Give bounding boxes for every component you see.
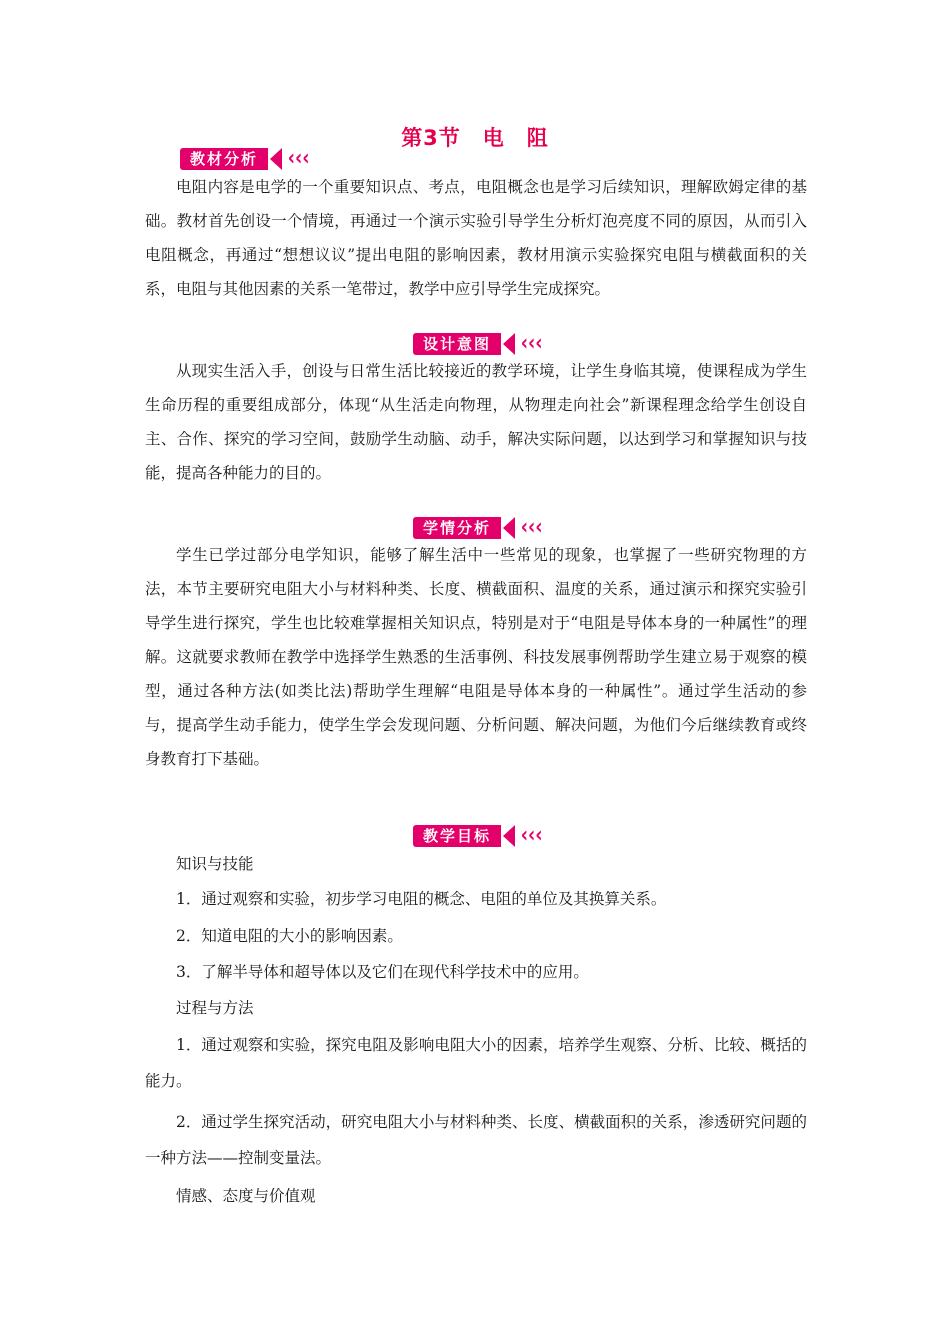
badge-arrow-icon [503, 825, 515, 847]
badge-arrow-icon [270, 148, 282, 170]
badge-label: 设计意图 [413, 333, 501, 355]
paragraph-textbook-analysis: 电阻内容是电学的一个重要知识点、考点，电阻概念也是学习后续知识，理解欧姆定律的基础。教材首先创设一个情境，再通过一个演示实验引导学生分析灯泡亮度不同的原因，从而引入电阻概念，再通过“想想议议”提出电阻的影响因素，教材用演示实验探究电阻与横截面积的关系，电阻与其他因素的关系一笔带过，教学中应引导学生完成探究。 [145, 178, 807, 298]
badge-arrow-icon [503, 517, 515, 539]
goal-process-1: 1．通过观察和实验，探究电阻及影响电阻大小的因素，培养学生观察、分析、比较、概括的能力。 [145, 1036, 807, 1090]
goal-knowledge-2: 2．知道电阻的大小的影响因素。 [176, 927, 403, 945]
goal-process-2: 2．通过学生探究活动，研究电阻大小与材料种类、长度、横截面积的关系，渗透研究问题的一种方法——控制变量法。 [145, 1113, 807, 1167]
subheading-process-method: 过程与方法 [176, 999, 254, 1017]
section-badge-textbook-analysis [180, 147, 312, 171]
badge-label: 教学目标 [413, 825, 501, 847]
paragraph-student-analysis: 学生已学过部分电学知识，能够了解生活中一些常见的现象，也掌握了一些研究物理的方法，本节主要研究电阻大小与材料种类、长度、横截面积、温度的关系，通过演示和探究实验引导学生进行探究，学生也比较难掌握相关知识点，特别是对于“电阻是导体本身的一种属性”的理解。这就要求教师在教学中选择学生熟悉的生活事例、科技发展事例帮助学生建立易于观察的模型，通过各种方法(如类比法)帮助学生理解“电阻是导体本身的一种属性”。通过学生活动的参与，提高学生动手能力，使学生学会发现问题、分析问题、解决问题，为他们今后继续教育或终身教育打下基础。 [145, 546, 807, 768]
badge-arrow-icon [503, 333, 515, 355]
chevrons-icon: ‹‹‹ [520, 823, 543, 848]
page-title: 第3节 电 阻 [401, 126, 549, 150]
subheading-knowledge-skills: 知识与技能 [176, 855, 254, 873]
section-badge-student-analysis [413, 516, 545, 540]
section-badge-teaching-goals [413, 824, 545, 848]
chevrons-icon: ‹‹‹ [520, 515, 543, 540]
badge-label: 教材分析 [180, 148, 268, 170]
goal-knowledge-3: 3．了解半导体和超导体以及它们在现代科学技术中的应用。 [176, 963, 589, 981]
section-badge-design-intent [413, 332, 545, 356]
goal-knowledge-1: 1．通过观察和实验，初步学习电阻的概念、电阻的单位及其换算关系。 [176, 890, 667, 908]
chevrons-icon: ‹‹‹ [287, 146, 310, 171]
subheading-emotion-values: 情感、态度与价值观 [176, 1187, 316, 1205]
chevrons-icon: ‹‹‹ [520, 331, 543, 356]
badge-label: 学情分析 [413, 517, 501, 539]
paragraph-design-intent: 从现实生活入手，创设与日常生活比较接近的教学环境，让学生身临其境，使课程成为学生生命历程的重要组成部分，体现“从生活走向物理，从物理走向社会”新课程理念给学生创设自主、合作、探究的学习空间，鼓励学生动脑、动手，解决实际问题，以达到学习和掌握知识与技能，提高各种能力的目的。 [145, 362, 807, 482]
